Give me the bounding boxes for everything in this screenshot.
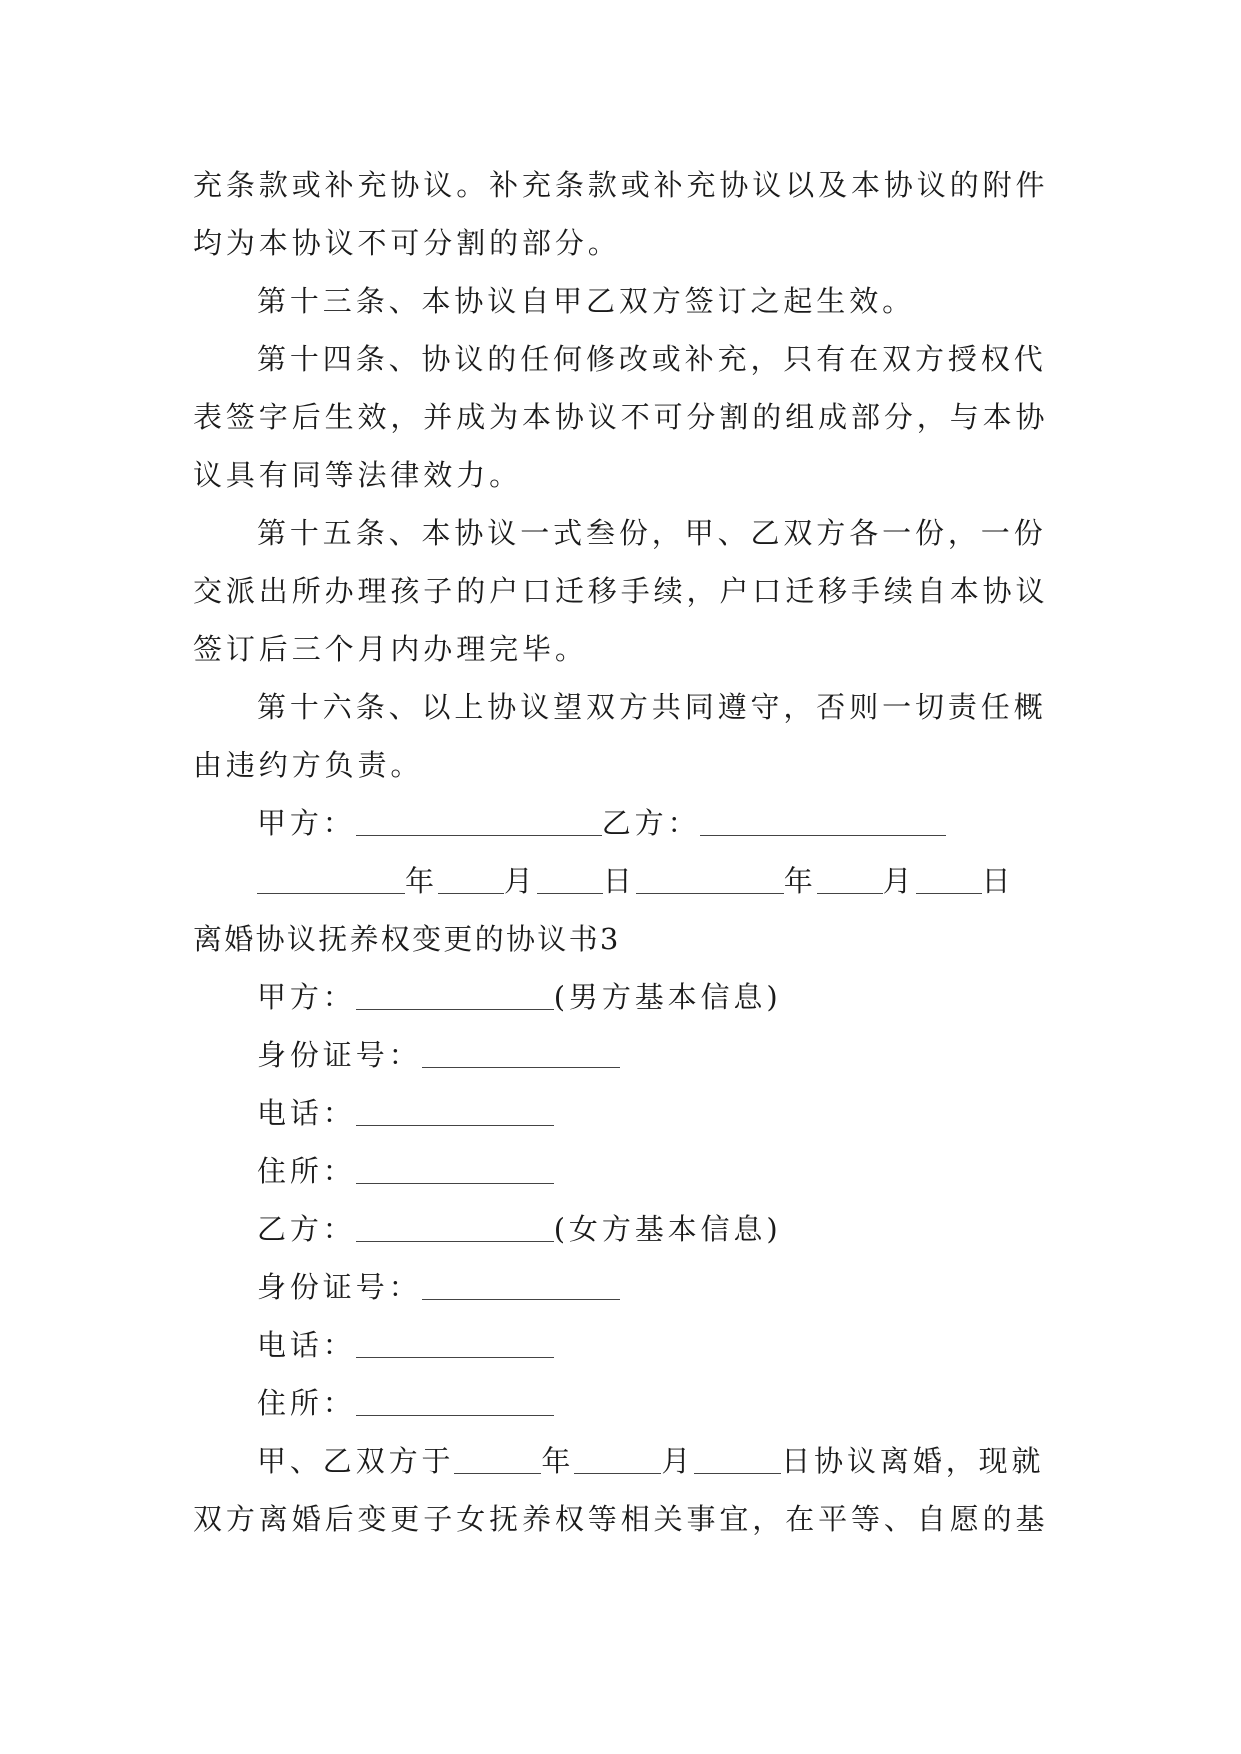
party-b-address-line	[257, 1383, 1053, 1423]
party-a-sign-label: 甲方：	[257, 806, 356, 840]
paragraph-line: 交派出所办理孩子的户口迁移手续，户口迁移手续自本协议	[193, 574, 1049, 608]
phone-blank[interactable]	[356, 1331, 554, 1358]
paragraph-line: 由违约方负责。	[193, 748, 424, 782]
paragraph-line: 充条款或补充协议。补充条款或补充协议以及本协议的附件	[193, 168, 1049, 202]
month-label: 月	[503, 864, 537, 898]
party-a-label: 甲方：	[257, 980, 356, 1014]
party-a-note: (男方基本信息)	[553, 980, 782, 1014]
month-label: 月	[882, 864, 916, 898]
party-a-phone-line	[257, 1093, 1053, 1133]
year-blank[interactable]	[636, 867, 784, 894]
party-b-note: (女方基本信息)	[553, 1212, 782, 1246]
paragraph-line: 表签字后生效，并成为本协议不可分割的组成部分，与本协	[193, 400, 1049, 434]
id-label: 身份证号：	[257, 1270, 422, 1304]
address-blank[interactable]	[356, 1157, 554, 1184]
party-a-id-line	[257, 1035, 1053, 1075]
id-label: 身份证号：	[257, 1038, 422, 1072]
id-blank[interactable]	[422, 1273, 620, 1300]
paragraph-line: 双方离婚后变更子女抚养权等相关事宜，在平等、自愿的基	[193, 1502, 1049, 1536]
month-label: 月	[661, 1444, 695, 1478]
party-b-id-line	[257, 1267, 1053, 1307]
closing-line	[257, 1441, 1053, 1481]
year-label: 年	[405, 864, 438, 898]
article-15: 第十五条、本协议一式叁份，甲、乙双方各一份，一份	[257, 516, 1047, 550]
year-blank[interactable]	[257, 867, 405, 894]
paragraph-line: 签订后三个月内办理完毕。	[193, 632, 588, 666]
closing-prefix: 甲、乙双方于	[257, 1444, 455, 1478]
day-label: 日	[602, 864, 636, 898]
signature-line	[257, 803, 1053, 843]
month-blank[interactable]	[438, 867, 504, 894]
section-title: 离婚协议抚养权变更的协议书3	[193, 922, 621, 956]
month-blank[interactable]	[817, 867, 883, 894]
party-b-phone-line	[257, 1325, 1053, 1365]
paragraph-line: 均为本协议不可分割的部分。	[193, 226, 621, 260]
party-a-line	[257, 977, 1053, 1017]
party-a-address-line	[257, 1151, 1053, 1191]
party-b-line	[257, 1209, 1053, 1249]
year-label: 年	[783, 864, 817, 898]
day-blank[interactable]	[916, 867, 982, 894]
year-label: 年	[541, 1444, 575, 1478]
address-blank[interactable]	[356, 1389, 554, 1416]
id-blank[interactable]	[422, 1041, 620, 1068]
date-line	[257, 861, 1053, 901]
phone-label: 电话：	[257, 1328, 356, 1362]
party-b-name-blank[interactable]	[356, 1215, 554, 1242]
day-label: 日	[981, 864, 1015, 898]
party-a-sign-blank[interactable]	[356, 809, 602, 836]
party-a-name-blank[interactable]	[356, 983, 554, 1010]
party-b-sign-label: 乙方：	[601, 806, 701, 840]
party-b-label: 乙方：	[257, 1212, 356, 1246]
day-blank[interactable]	[537, 867, 603, 894]
article-13: 第十三条、本协议自甲乙双方签订之起生效。	[257, 284, 916, 318]
closing-day-blank[interactable]	[694, 1447, 781, 1474]
address-label: 住所：	[257, 1154, 356, 1188]
article-16: 第十六条、以上协议望双方共同遵守，否则一切责任概	[257, 690, 1047, 724]
address-label: 住所：	[257, 1386, 356, 1420]
article-14: 第十四条、协议的任何修改或补充，只有在双方授权代	[257, 342, 1047, 376]
party-b-sign-blank[interactable]	[700, 809, 946, 836]
phone-label: 电话：	[257, 1096, 356, 1130]
paragraph-line: 议具有同等法律效力。	[193, 458, 523, 492]
closing-suffix: 日协议离婚，现就	[781, 1444, 1045, 1478]
closing-year-blank[interactable]	[454, 1447, 541, 1474]
closing-month-blank[interactable]	[574, 1447, 661, 1474]
phone-blank[interactable]	[356, 1099, 554, 1126]
